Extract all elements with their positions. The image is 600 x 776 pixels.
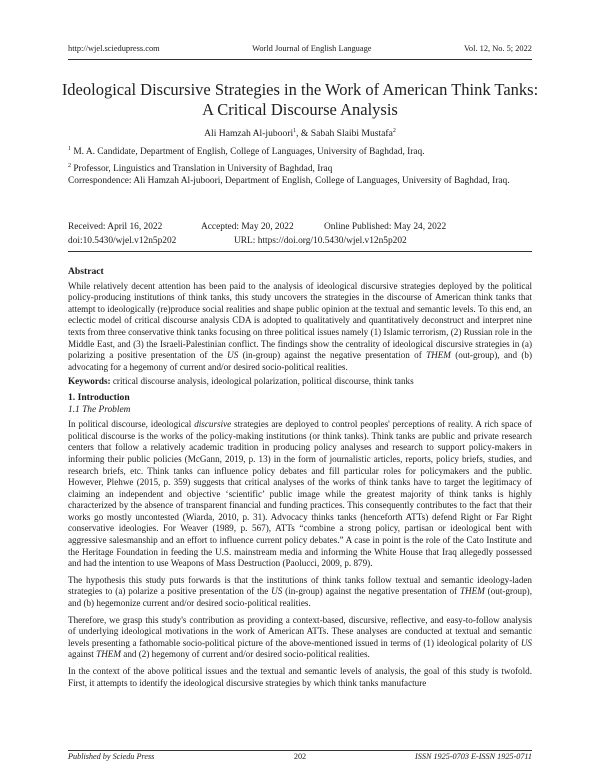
author-1-sup: 1 <box>293 128 297 134</box>
footer-divider <box>68 750 532 751</box>
author-2: Sabah Slaibi Mustafa <box>310 128 393 140</box>
p1-text-b: strategies are deployed to control peoples' perceptions of reality. A rich space of political discourse is the works of the policy-making institutions (or think tanks). Think tanks are public and private research centers that follow a relatively academic tradition in producing policy analyses and research to support policy-makers in informing their public policies (McGann, 2019, p. 13) in the form of journalistic articles, reports, policy briefs, studies, and research briefs, etc. Think tanks can influence policy debates and fill particular roles for policymakers and the public. However, Plehwe (2015, p. 359) suggests that critical analyses of the works of think tanks have to target the legitimacy of claiming an independent and objective ‘scientific’ public image while the greatest majority of think tanks is highly characterized by the absence of transparent financial and funding practices. This consequently contributes to the fact that their works go mostly uncontested (Wiarda, 2010, p. 31). Advocacy thinks tanks (henceforth ATTs) defend Right or Far Right conservative ideologies. For Weaver (1989, p. 567), ATTs “combine a strong policy, partisan or ideological bent with aggressive salesmanship and an effort to influence current policy debates.” A case in point is the role of the Cato Institute and the Heritage Foundation in feeding the U.S. mainstream media and informing the White House that Iraq allegedly possessed and had the intention to use Weapons of Mass Destruction (Paolucci, 2009, p. 879). <box>68 419 532 569</box>
intro-paragraph-2 <box>68 575 532 610</box>
p2-them: THEM <box>459 586 485 597</box>
intro-subheading: 1.1 The Problem <box>68 404 131 415</box>
abstract-section <box>68 266 532 689</box>
author-separator: , & <box>296 128 311 140</box>
header-url[interactable]: http://wjel.sciedupress.com <box>68 44 160 53</box>
affiliation-1-text: M. A. Candidate, Department of English, College of Languages, University of Baghdad, Iraq. <box>71 147 425 158</box>
p3-them: THEM <box>96 649 121 660</box>
abstract-text-b: (in-group) against the negative presentation of <box>238 350 427 361</box>
p3-text-a: Therefore, we grasp this study's contribution as providing a context-based, discursive, reflective, and easy-to-follow analysis of underlying ideological motivations in the work of American ATTs. These analyses are conducted at textual and semantic levels presenting a fathomable socio-political picture of the above-mentioned issued in terms of (1) ideological polarity of <box>68 614 532 648</box>
p2-text-a: The hypothesis this study puts forwards is that the institutions of think tanks follow textual and semantic ideology-laden strategies to (a) polarize a positive presentation of the <box>68 574 532 597</box>
header-journal: World Journal of English Language <box>252 44 372 53</box>
p2-us: US <box>271 586 283 597</box>
p2-text-c: (out-group), and (b) hegemonize current and/or desired socio-political realities. <box>68 586 533 609</box>
published-date: Online Published: May 24, 2022 <box>324 222 447 232</box>
p3-text-c: and (2) hegemony of current and/or desired socio-political realities. <box>120 649 370 660</box>
affiliation-2 <box>68 160 532 175</box>
abstract-us: US <box>227 350 239 361</box>
keywords-text: critical discourse analysis, ideological polarization, political discourse, think tanks <box>110 376 414 387</box>
p2-text-b: (in-group) against the negative presentation of <box>282 586 460 597</box>
dates-divider <box>68 251 532 252</box>
doi[interactable]: doi:10.5430/wjel.v12n5p202 <box>68 236 177 246</box>
abstract-heading: Abstract <box>68 266 104 277</box>
dates-row-2 <box>68 236 532 248</box>
author-1: Ali Hamzah Al-juboori <box>204 128 294 140</box>
abstract-them: THEM <box>426 350 451 361</box>
intro-paragraph-4: In the context of the above political issues and the textual and semantic levels of analysis, the goal of this study is twofold. First, it attempts to identify the ideological discursive strategies by which think tanks manufacture <box>68 666 532 688</box>
affiliation-1 <box>68 143 532 158</box>
author-list <box>68 128 532 139</box>
p1-text-a: In political discourse, ideological <box>68 419 195 430</box>
affiliation-2-sup: 2 <box>68 163 71 169</box>
affiliation-1-sup: 1 <box>68 146 71 152</box>
paper-title <box>60 80 540 120</box>
affiliation-2-text: Professor, Linguistics and Translation in University of Baghdad, Iraq <box>71 164 333 175</box>
keywords-label: Keywords: <box>68 376 111 387</box>
intro-paragraph-1 <box>68 419 532 570</box>
abstract-text-c: (out-group), and (b) advocating for a hegemony of current and/or desired socio-political realities. <box>68 350 532 372</box>
correspondence: Correspondence: Ali Hamzah Al-juboori, Department of English, College of Languages, University of Baghdad, Iraq. <box>68 176 510 186</box>
p1-italic: discursive <box>194 419 232 430</box>
abstract-text <box>68 281 532 374</box>
keywords <box>68 376 532 388</box>
header-volume: Vol. 12, No. 5; 2022 <box>463 44 532 53</box>
p3-us: US <box>520 637 532 648</box>
header-divider <box>68 59 532 60</box>
received-date: Received: April 16, 2022 <box>68 222 163 232</box>
intro-paragraph-3 <box>68 615 532 661</box>
p3-text-b: against <box>68 649 97 660</box>
accepted-date: Accepted: May 20, 2022 <box>201 222 294 232</box>
title-line-1: Ideological Discursive Strategies in the Work of American Think Tanks: <box>61 80 539 99</box>
doi-url[interactable]: URL: https://doi.org/10.5430/wjel.v12n5p202 <box>234 236 407 246</box>
dates-row-1 <box>68 222 532 234</box>
footer-page-number: 202 <box>293 752 307 761</box>
abstract-text-a: While relatively decent attention has been paid to the analysis of ideological discursive strategies deployed by the political policy-producing institutions of think tanks, this study uncovers the strategies in the discourse of American think tanks that attempt to ideologically (re)produce social realities and shape public opinion at the textual and semantic levels. To this end, an eclectic model of critical discourse analysis CDA is adopted to qualitatively and quantitatively deconstruct and interpret nine texts from three conservative think tanks focusing on three political issues namely (1) Islamic terrorism, (2) Russian role in the Middle East, and (3) the Israeli-Palestinian conflict. The findings show the centrality of ideological discursive strategies in (a) polarizing a positive presentation of the <box>68 280 532 361</box>
title-line-2: A Critical Discourse Analysis <box>202 100 398 119</box>
intro-heading: 1. Introduction <box>68 391 130 403</box>
author-2-sup: 2 <box>392 128 396 134</box>
footer-publisher: Published by Sciedu Press <box>68 752 155 761</box>
running-header <box>68 44 532 58</box>
footer-issn: ISSN 1925-0703 E-ISSN 1925-0711 <box>415 752 532 761</box>
